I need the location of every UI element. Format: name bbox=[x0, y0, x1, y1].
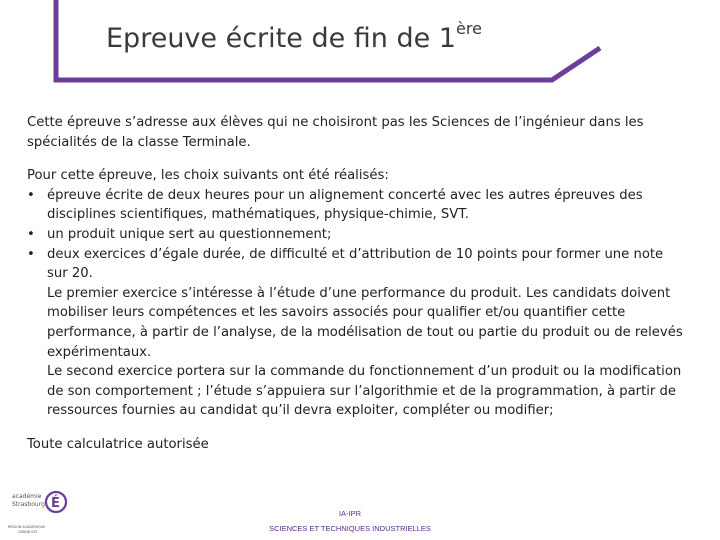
page-title bbox=[106, 19, 482, 54]
intro-paragraph: Cette épreuve s’adresse aux élèves qui ne choisiront pas les Sciences de l’ingénieur dans les spécialités de la classe Terminale. bbox=[27, 115, 644, 150]
bullet-icon: • bbox=[27, 187, 35, 203]
list-item: • un produit unique sert au questionnement; bbox=[27, 225, 687, 245]
svg-text:académie: académie bbox=[12, 493, 42, 500]
choices-list bbox=[27, 186, 687, 421]
list-item: • épreuve écrite de deux heures pour un alignement concerté avec les autres épreuves des disciplines scientifiques, mathématiques, physique-chimie, SVT. bbox=[27, 187, 643, 223]
bullet-icon: • bbox=[27, 246, 35, 262]
document-body bbox=[27, 113, 687, 455]
exercise1-paragraph: Le premier exercice s’intéresse à l’étude d’une performance du produit. Les candidats doivent mobiliser leurs compétences et les savoirs associés pour qualifier et/ou quantifier cette performance, à partir de l’analyse, de la modélisation de tout ou partie du produit ou de relevés expérimentaux. bbox=[47, 285, 683, 360]
footer-line-1: IA-IPR bbox=[338, 509, 362, 518]
svg-text:Strasbourg: Strasbourg bbox=[12, 501, 45, 508]
choices-heading: Pour cette épreuve, les choix suivants ont été réalisés: bbox=[27, 168, 389, 184]
list-item: • deux exercices d’égale durée, de difficulté et d’attribution de 10 points pour former une note sur 20. Le premier exercice s’intéresse à l’étude d’une performance du produit. Les candidats doivent mobiliser leurs compétences et les savoirs associés pour qualifier et/ou quantifier cette performance, à partir de l’analyse, de la modélisation de tout ou partie du produit ou de relevés expérimentaux. Le second exercice portera sur la commande du fonctionnement d’un produit ou la modification de son comportement ; l’étude s’appuiera sur l’algorithmie et de la programmation, à partir de ressources fournies au candidat qu’il devra exploiter, compléter ou modifier; bbox=[27, 245, 687, 421]
bullet-icon: • bbox=[27, 226, 35, 242]
calculator-note: Toute calculatrice autorisée bbox=[27, 436, 209, 452]
svg-text:É: É bbox=[51, 496, 60, 511]
footer bbox=[250, 506, 450, 536]
page-title-superscript: ère bbox=[456, 19, 482, 38]
exercise2-paragraph: Le second exercice portera sur la commande du fonctionnement d’un produit ou la modification de son comportement ; l’étude s’appuiera sur l’algorithmie et de la programmation, à partir de ressources fournies au candidat qu’il devra exploiter, compléter ou modifier; bbox=[47, 364, 682, 419]
svg-text:RÉGION ACADÉMIQUE: RÉGION ACADÉMIQUE bbox=[8, 525, 46, 529]
footer-line-2: SCIENCES ET TECHNIQUES INDUSTRIELLES bbox=[269, 524, 431, 533]
academie-strasbourg-logo bbox=[8, 486, 74, 538]
page-title-text: Epreuve écrite de fin de 1 bbox=[106, 23, 456, 54]
svg-text:GRAND EST: GRAND EST bbox=[18, 530, 38, 534]
